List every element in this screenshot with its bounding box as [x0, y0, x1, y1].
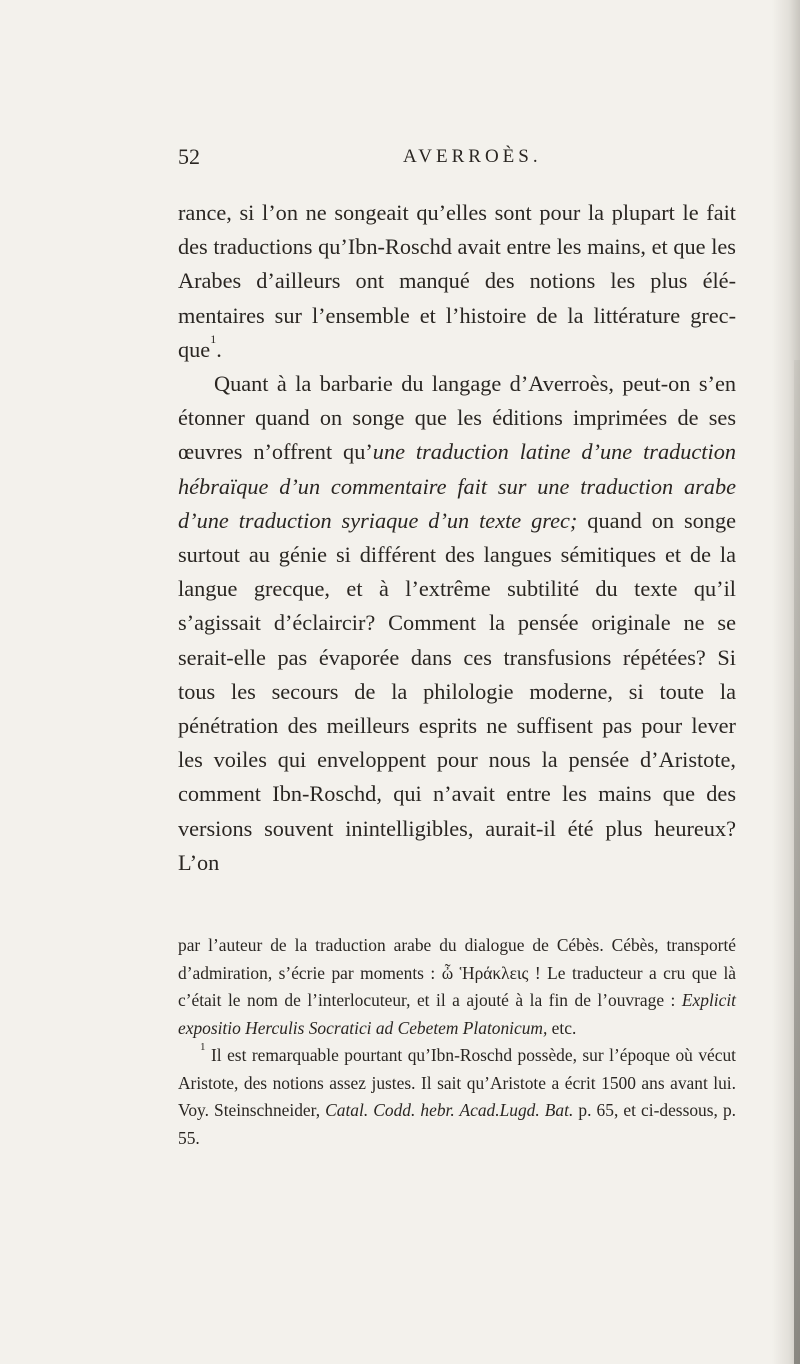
paragraph-2: [178, 367, 736, 880]
running-title: AVERROÈS.: [403, 146, 542, 167]
paragraph-2-start: Quant à la barbarie du langage d’Averroès, peut-on s’en étonner quand on songe que les éditions imprimées de ses œuvres n’offrent qu’: [178, 371, 736, 465]
paragraph-1-end: .: [216, 336, 222, 362]
footnote-continuation-text: par l’auteur de la traduction arabe du dialogue de Cébès. Cébès, transporté d’admiration, s’écrie par moments : ὦ Ἡράκλεις ! Le traducteur a cru que là c’était le nom de l’interlocuteur, et il a ajouté à la fin de l’ouvrage :: [178, 935, 736, 1010]
page-header: [178, 144, 738, 174]
paragraph-1: [178, 196, 736, 367]
page-number: 52: [178, 144, 200, 169]
footnote-1-text: Il est remarquable pourtant qu’Ibn-Roschd possède, sur l’époque où vécut Aristote, des notions assez justes. Il sait qu’Aristote a écrit 1500 ans avant lui. Voy. Steinschneider,: [178, 1045, 736, 1120]
paragraph-2-rest: quand on songe surtout au génie si différent des langues sémitiques et de la langue grecque, et à l’extrême subtilité du texte qu’il s’agissait d’éclaircir? Comment la pensée originale ne se serait-elle pas évaporée dans ces transfusions répétées? Si tous les secours de la philologie moderne, si toute la pénétration des meilleurs esprits ne suffisent pas pour lever les voiles qui enveloppent pour nous la pensée d’Aristote, comment Ibn-Roschd, qui n’avait entre les mains que des versions souvent inintelligibles, aurait-il été plus heureux? L’on: [178, 507, 737, 875]
footnote-continuation: [178, 932, 736, 1042]
page-edge-dark: [794, 360, 800, 1364]
footnote-ref-1: 1: [210, 331, 217, 346]
footnote-continuation-end: etc.: [547, 1017, 577, 1038]
paragraph-1-text: rance, si l’on ne songeait qu’elles sont pour la plupart le fait des traductions qu’Ibn-Roschd avait entre les mains, et que les Arabes d’ailleurs ont manqué des notions les plus élémentaires sur l’ensemble et l’histoire de la littérature grecque: [178, 200, 736, 362]
paragraph-2-italic: une traduction latine d’une traduction hébraïque d’un commentaire fait sur une traduction arabe d’une traduction syriaque d’un texte grec;: [178, 439, 736, 533]
footnotes: [178, 932, 736, 1152]
main-text: [178, 196, 736, 880]
footnote-1-marker: 1: [200, 1041, 206, 1053]
footnote-1-italic: Catal. Codd. hebr. Acad.Lugd. Bat.: [325, 1100, 574, 1120]
footnote-1-end: p. 65, et ci-dessous, p. 55.: [178, 1100, 736, 1148]
footnote-continuation-italic: Explicit expositio Herculis Socratici ad Cebetem Platonicum,: [178, 990, 736, 1038]
footnote-1: [178, 1042, 736, 1152]
